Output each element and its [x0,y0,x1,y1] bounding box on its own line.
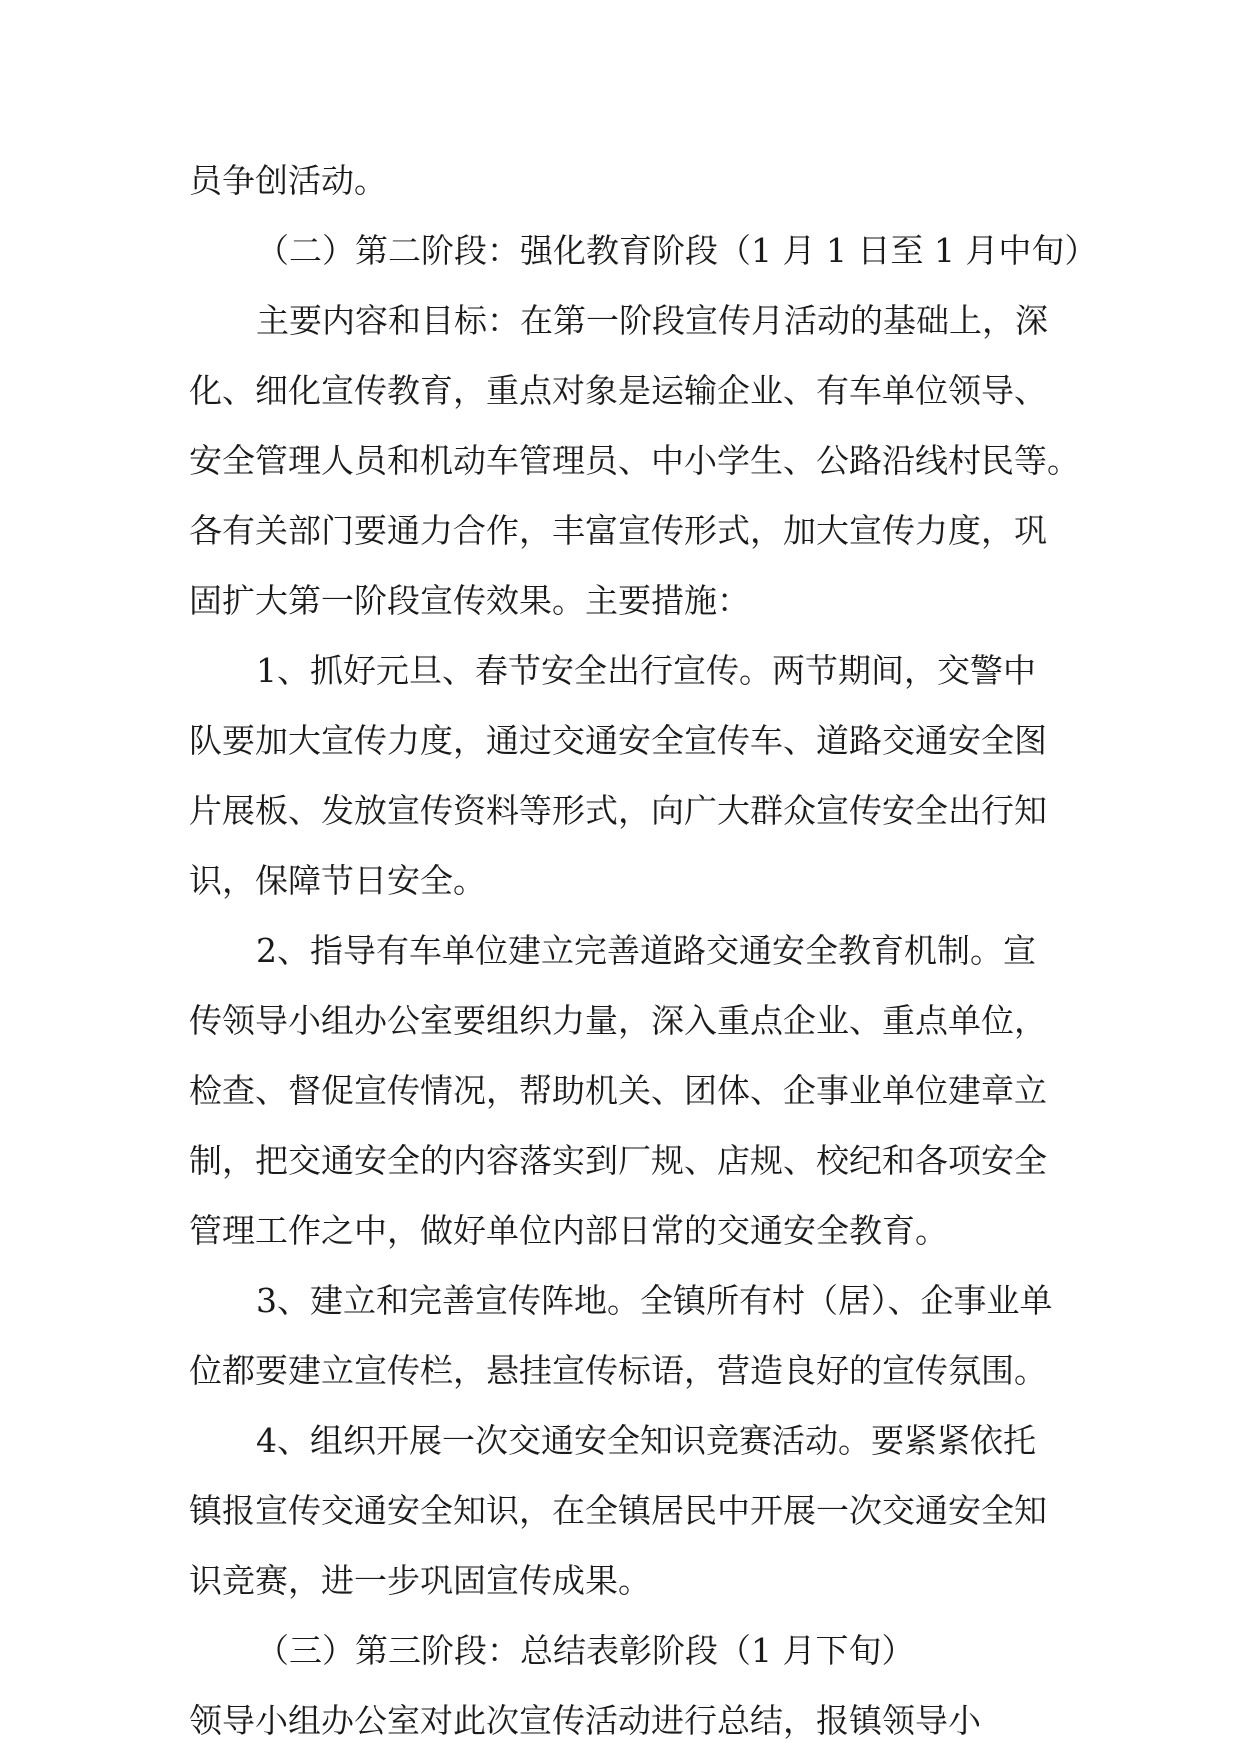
list-item-3-line: 3、建立和完善宣传阵地。全镇所有村（居）、企事业单 [256,1281,1053,1320]
body-text-line: 制，把交通安全的内容落实到厂规、店规、校纪和各项安全 [189,1141,1047,1180]
list-item-4-line: 4、组织开展一次交通安全知识竞赛活动。要紧紧依托 [256,1421,1036,1460]
section-heading-stage-two: （二）第二阶段：强化教育阶段（1 月 1 日至 1 月中旬） [256,231,1098,270]
body-text-line: 员争创活动。 [189,161,387,200]
body-text-line: 识，保障节日安全。 [189,861,486,900]
body-text-line: 管理工作之中，做好单位内部日常的交通安全教育。 [189,1211,948,1250]
body-text-line: 识竞赛，进一步巩固宣传成果。 [189,1561,651,1600]
body-text-line: 队要加大宣传力度，通过交通安全宣传车、道路交通安全图 [189,721,1047,760]
list-item-1-line: 1、抓好元旦、春节安全出行宣传。两节期间，交警中 [256,651,1036,690]
body-text-line: 位都要建立宣传栏，悬挂宣传标语，营造良好的宣传氛围。 [189,1351,1047,1390]
list-item-2-line: 2、指导有车单位建立完善道路交通安全教育机制。宣 [256,931,1036,970]
body-text-line: 领导小组办公室对此次宣传活动进行总结，报镇领导小 [189,1701,981,1740]
body-text-line: 片展板、发放宣传资料等形式，向广大群众宣传安全出行知 [189,791,1047,830]
body-text-line: 固扩大第一阶段宣传效果。主要措施： [189,581,750,620]
body-text-line: 化、细化宣传教育，重点对象是运输企业、有车单位领导、 [189,371,1047,410]
body-text-line: 主要内容和目标：在第一阶段宣传月活动的基础上，深 [256,301,1048,340]
body-text-line: 安全管理人员和机动车管理员、中小学生、公路沿线村民等。 [189,441,1080,480]
body-text-line: 检查、督促宣传情况，帮助机关、团体、企事业单位建章立 [189,1071,1047,1110]
body-text-line: 镇报宣传交通安全知识，在全镇居民中开展一次交通安全知 [189,1491,1047,1530]
body-text-line: 各有关部门要通力合作，丰富宣传形式，加大宣传力度，巩 [189,511,1047,550]
section-heading-stage-three: （三）第三阶段：总结表彰阶段（1 月下旬） [256,1631,915,1670]
body-text-line: 传领导小组办公室要组织力量，深入重点企业、重点单位， [189,1001,1047,1040]
